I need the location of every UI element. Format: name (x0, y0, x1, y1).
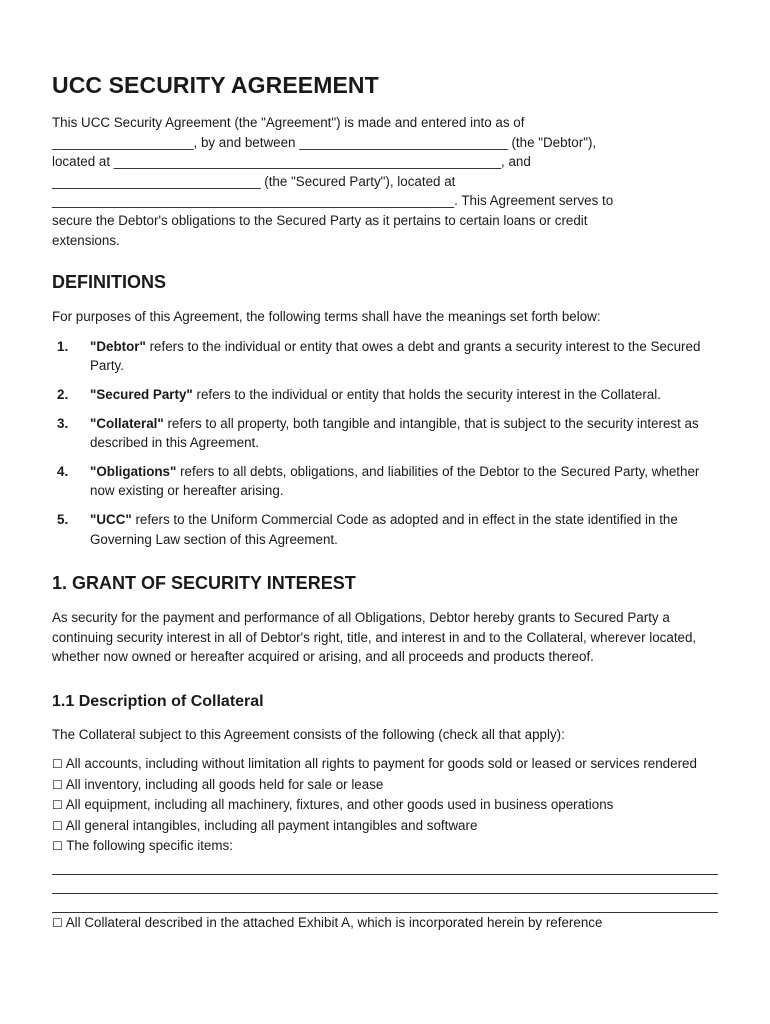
intro-paragraph (52, 113, 720, 250)
collateral-option-equipment[interactable] (52, 795, 720, 815)
definition-number: 3. (57, 415, 69, 431)
option-label: All Collateral described in the attached Exhibit A, which is incorporated herein by reference (65, 914, 603, 930)
grant-heading: 1. GRANT OF SECURITY INTEREST (52, 573, 356, 594)
collateral-lead: The Collateral subject to this Agreement consists of the following (check all that apply): (52, 726, 565, 742)
intro-line: extensions. (52, 232, 120, 248)
intro-line: located at ____________________________________________________, and (52, 154, 531, 170)
specific-items-fill-line[interactable] (52, 875, 718, 894)
checkbox-icon[interactable]: ☐ (52, 818, 63, 833)
definition-term: "Obligations" (90, 463, 177, 479)
checkbox-icon[interactable]: ☐ (52, 777, 63, 792)
option-label: All inventory, including all goods held for sale or lease (65, 776, 384, 792)
definition-term: "Debtor" (90, 338, 146, 354)
definition-text: refers to the individual or entity that holds the security interest in the Collateral. (192, 386, 661, 402)
option-label: All general intangibles, including all payment intangibles and software (65, 817, 478, 833)
checkbox-icon[interactable]: ☐ (52, 757, 63, 772)
definition-number: 1. (57, 338, 69, 354)
definition-term: "UCC" (90, 511, 132, 527)
option-label: All equipment, including all machinery, fixtures, and other goods used in business operations (65, 797, 614, 813)
document-page (52, 72, 720, 933)
option-label: The following specific items: (66, 838, 233, 854)
definition-number: 5. (57, 511, 69, 527)
intro-line: ___________________, by and between ____________________________ (the "Debtor"), (52, 134, 597, 150)
definition-text: refers to the Uniform Commercial Code as adopted and in effect in the state identified in the Governing Law section of this Agreement. (90, 511, 678, 547)
definition-item (52, 462, 720, 501)
definition-number: 2. (57, 386, 69, 402)
definitions-heading: DEFINITIONS (52, 272, 167, 293)
checkbox-icon[interactable]: ☐ (52, 839, 63, 854)
definition-item (52, 414, 720, 453)
specific-items-fill-line[interactable] (52, 894, 718, 913)
definition-item (52, 385, 720, 405)
collateral-option-exhibit-a[interactable] (52, 913, 720, 933)
checkbox-icon[interactable]: ☐ (52, 915, 63, 930)
collateral-option-intangibles[interactable] (52, 816, 720, 836)
intro-line: secure the Debtor's obligations to the Secured Party as it pertains to certain loans or credit (52, 212, 588, 228)
document-title: UCC SECURITY AGREEMENT (52, 72, 379, 98)
collateral-option-inventory[interactable] (52, 775, 720, 795)
intro-line: This UCC Security Agreement (the "Agreement") is made and entered into as of (52, 115, 525, 130)
grant-paragraph: As security for the payment and performance of all Obligations, Debtor hereby grants to Secured Party a continuing security interest in all of Debtor's right, title, and interest in and to the Collateral, wherever located, whether now owned or hereafter acquired or arising, and all proceeds and products thereof. (52, 610, 697, 665)
definition-item (52, 337, 720, 376)
collateral-options (52, 754, 720, 932)
intro-line: ____________________________ (the "Secured Party"), located at (52, 173, 456, 189)
definition-term: "Secured Party" (90, 386, 193, 402)
option-label: All accounts, including without limitation all rights to payment for goods sold or leased or services rendered (65, 756, 697, 772)
collateral-option-accounts[interactable] (52, 754, 720, 774)
definitions-list (52, 337, 720, 549)
checkbox-icon[interactable]: ☐ (52, 798, 63, 813)
definitions-lead: For purposes of this Agreement, the following terms shall have the meanings set forth below: (52, 309, 601, 325)
intro-line: ______________________________________________________. This Agreement serves to (52, 193, 614, 209)
definition-number: 4. (57, 463, 69, 479)
specific-items-fill-line[interactable] (52, 857, 718, 875)
definition-text: refers to the individual or entity that owes a debt and grants a security interest to the Secured Party. (90, 338, 701, 374)
definition-text: refers to all property, both tangible and intangible, that is subject to the security interest as described in this Agreement. (90, 415, 699, 451)
collateral-heading: 1.1 Description of Collateral (52, 692, 264, 710)
definition-term: "Collateral" (90, 415, 164, 431)
collateral-option-specific-items[interactable] (52, 836, 720, 856)
definition-item (52, 510, 720, 549)
definition-text: refers to all debts, obligations, and liabilities of the Debtor to the Secured Party, whether now existing or hereafter arising. (90, 463, 700, 499)
